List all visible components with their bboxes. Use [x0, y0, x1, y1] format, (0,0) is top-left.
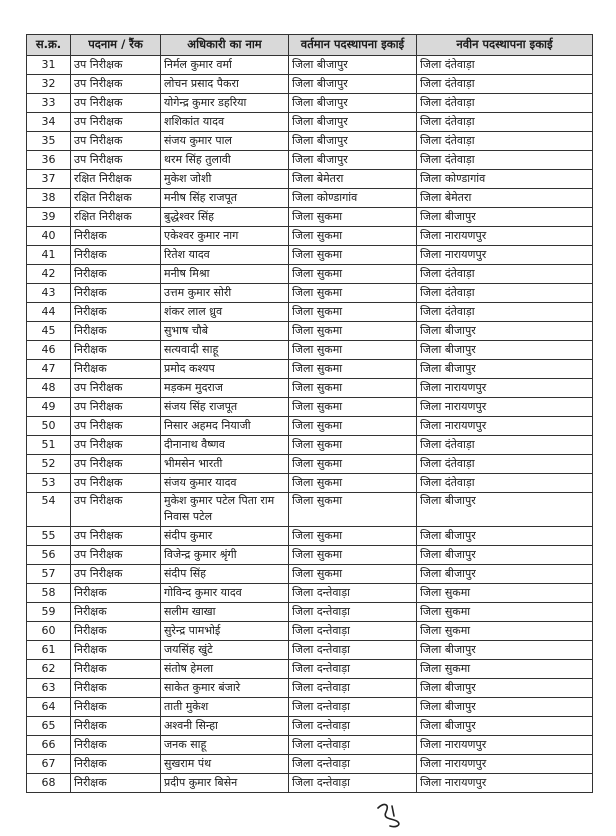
current-unit-cell: जिला सुकमा	[289, 303, 417, 322]
header-current-unit: वर्तमान पदस्थापना इकाई	[289, 35, 417, 56]
serial-cell: 38	[27, 189, 71, 208]
current-unit-cell: जिला सुकमा	[289, 546, 417, 565]
new-unit-cell: जिला दंतेवाड़ा	[417, 75, 593, 94]
rank-cell: उप निरीक्षक	[71, 132, 161, 151]
rank-cell: उप निरीक्षक	[71, 151, 161, 170]
rank-cell: निरीक्षक	[71, 736, 161, 755]
officer-name-cell: सुखराम पंथ	[161, 755, 289, 774]
serial-cell: 62	[27, 660, 71, 679]
serial-cell: 42	[27, 265, 71, 284]
table-row	[27, 436, 593, 455]
table-row	[27, 379, 593, 398]
rank-cell: उप निरीक्षक	[71, 436, 161, 455]
table-row	[27, 360, 593, 379]
serial-cell: 64	[27, 698, 71, 717]
header-rank: पदनाम / रैंक	[71, 35, 161, 56]
table-row	[27, 265, 593, 284]
table-row	[27, 227, 593, 246]
table-row	[27, 565, 593, 584]
rank-cell: उप निरीक्षक	[71, 565, 161, 584]
serial-cell: 48	[27, 379, 71, 398]
table-row	[27, 284, 593, 303]
table-row	[27, 455, 593, 474]
current-unit-cell: जिला दन्तेवाड़ा	[289, 679, 417, 698]
serial-cell: 58	[27, 584, 71, 603]
officer-name-cell: जनक साहू	[161, 736, 289, 755]
new-unit-cell: जिला दंतेवाड़ा	[417, 132, 593, 151]
rank-cell: निरीक्षक	[71, 360, 161, 379]
new-unit-cell: जिला नारायणपुर	[417, 417, 593, 436]
table-row	[27, 584, 593, 603]
rank-cell: निरीक्षक	[71, 227, 161, 246]
table-body	[27, 56, 593, 793]
table-row	[27, 208, 593, 227]
table-row	[27, 493, 593, 527]
current-unit-cell: जिला सुकमा	[289, 322, 417, 341]
officer-name-cell: विजेन्द्र कुमार श्रृंगी	[161, 546, 289, 565]
new-unit-cell: जिला बीजापुर	[417, 641, 593, 660]
rank-cell: उप निरीक्षक	[71, 398, 161, 417]
serial-cell: 31	[27, 56, 71, 75]
officer-name-cell: उत्तम कुमार सोरी	[161, 284, 289, 303]
new-unit-cell: जिला सुकमा	[417, 622, 593, 641]
table-header	[27, 35, 593, 56]
table-row	[27, 774, 593, 793]
new-unit-cell: जिला दंतेवाड़ा	[417, 56, 593, 75]
officer-name-cell: सुभाष चौबे	[161, 322, 289, 341]
new-unit-cell: जिला दंतेवाड़ा	[417, 284, 593, 303]
serial-cell: 44	[27, 303, 71, 322]
rank-cell: उप निरीक्षक	[71, 56, 161, 75]
rank-cell: रक्षित निरीक्षक	[71, 208, 161, 227]
serial-cell: 40	[27, 227, 71, 246]
new-unit-cell: जिला दंतेवाड़ा	[417, 455, 593, 474]
new-unit-cell: जिला बीजापुर	[417, 527, 593, 546]
officer-name-cell: निसार अहमद नियाजी	[161, 417, 289, 436]
rank-cell: निरीक्षक	[71, 622, 161, 641]
serial-cell: 66	[27, 736, 71, 755]
new-unit-cell: जिला बेमेतरा	[417, 189, 593, 208]
current-unit-cell: जिला दन्तेवाड़ा	[289, 755, 417, 774]
rank-cell: उप निरीक्षक	[71, 474, 161, 493]
serial-cell: 53	[27, 474, 71, 493]
rank-cell: निरीक्षक	[71, 584, 161, 603]
current-unit-cell: जिला सुकमा	[289, 527, 417, 546]
rank-cell: निरीक्षक	[71, 717, 161, 736]
table-row	[27, 322, 593, 341]
officer-name-cell: लोचन प्रसाद पैकरा	[161, 75, 289, 94]
table-row	[27, 246, 593, 265]
table-row	[27, 698, 593, 717]
rank-cell: निरीक्षक	[71, 303, 161, 322]
officer-name-cell: प्रदीप कुमार बिसेन	[161, 774, 289, 793]
transfer-list-table	[26, 34, 593, 793]
rank-cell: उप निरीक्षक	[71, 75, 161, 94]
officer-name-cell: सत्यवादी साहू	[161, 341, 289, 360]
serial-cell: 36	[27, 151, 71, 170]
rank-cell: निरीक्षक	[71, 265, 161, 284]
rank-cell: निरीक्षक	[71, 755, 161, 774]
rank-cell: उप निरीक्षक	[71, 417, 161, 436]
rank-cell: निरीक्षक	[71, 603, 161, 622]
table-row	[27, 679, 593, 698]
officer-name-cell: जयसिंह खुंटे	[161, 641, 289, 660]
current-unit-cell: जिला कोण्डागांव	[289, 189, 417, 208]
rank-cell: उप निरीक्षक	[71, 113, 161, 132]
new-unit-cell: जिला दंतेवाड़ा	[417, 113, 593, 132]
officer-name-cell: ताती मुकेश	[161, 698, 289, 717]
current-unit-cell: जिला सुकमा	[289, 398, 417, 417]
table-row	[27, 132, 593, 151]
table-row	[27, 546, 593, 565]
table-row	[27, 75, 593, 94]
current-unit-cell: जिला सुकमा	[289, 360, 417, 379]
new-unit-cell: जिला बीजापुर	[417, 679, 593, 698]
serial-cell: 49	[27, 398, 71, 417]
officer-name-cell: संदीप कुमार	[161, 527, 289, 546]
table-row	[27, 189, 593, 208]
officer-name-cell: निर्मल कुमार वर्मा	[161, 56, 289, 75]
rank-cell: निरीक्षक	[71, 774, 161, 793]
rank-cell: उप निरीक्षक	[71, 546, 161, 565]
table-row	[27, 755, 593, 774]
table-row	[27, 736, 593, 755]
rank-cell: उप निरीक्षक	[71, 455, 161, 474]
new-unit-cell: जिला सुकमा	[417, 603, 593, 622]
current-unit-cell: जिला सुकमा	[289, 474, 417, 493]
officer-name-cell: मनीष सिंह राजपूत	[161, 189, 289, 208]
current-unit-cell: जिला दन्तेवाड़ा	[289, 584, 417, 603]
current-unit-cell: जिला दन्तेवाड़ा	[289, 774, 417, 793]
table-row	[27, 170, 593, 189]
rank-cell: निरीक्षक	[71, 341, 161, 360]
current-unit-cell: जिला बीजापुर	[289, 94, 417, 113]
serial-cell: 67	[27, 755, 71, 774]
new-unit-cell: जिला नारायणपुर	[417, 774, 593, 793]
table-row	[27, 417, 593, 436]
serial-cell: 55	[27, 527, 71, 546]
current-unit-cell: जिला सुकमा	[289, 565, 417, 584]
current-unit-cell: जिला सुकमा	[289, 208, 417, 227]
rank-cell: निरीक्षक	[71, 679, 161, 698]
officer-name-cell: मड़कम मुदराज	[161, 379, 289, 398]
officer-name-cell: संजय सिंह राजपूत	[161, 398, 289, 417]
rank-cell: निरीक्षक	[71, 246, 161, 265]
serial-cell: 33	[27, 94, 71, 113]
new-unit-cell: जिला सुकमा	[417, 584, 593, 603]
rank-cell: निरीक्षक	[71, 660, 161, 679]
new-unit-cell: जिला बीजापुर	[417, 717, 593, 736]
officer-name-cell: मुकेश कुमार पटेल पिता राम निवास पटेल	[161, 493, 289, 527]
new-unit-cell: जिला दंतेवाड़ा	[417, 436, 593, 455]
table-row	[27, 94, 593, 113]
rank-cell: उप निरीक्षक	[71, 379, 161, 398]
header-row	[27, 35, 593, 56]
table-row	[27, 151, 593, 170]
officer-name-cell: भीमसेन भारती	[161, 455, 289, 474]
current-unit-cell: जिला बीजापुर	[289, 132, 417, 151]
rank-cell: रक्षित निरीक्षक	[71, 170, 161, 189]
new-unit-cell: जिला नारायणपुर	[417, 246, 593, 265]
table-row	[27, 717, 593, 736]
officer-name-cell: गोविन्द कुमार यादव	[161, 584, 289, 603]
table-row	[27, 303, 593, 322]
new-unit-cell: जिला बीजापुर	[417, 341, 593, 360]
current-unit-cell: जिला सुकमा	[289, 265, 417, 284]
officer-name-cell: शशिकांत यादव	[161, 113, 289, 132]
officer-name-cell: संजय कुमार यादव	[161, 474, 289, 493]
signature-mark	[372, 800, 408, 830]
officer-name-cell: मनीष मिश्रा	[161, 265, 289, 284]
officer-name-cell: सुरेन्द्र पामभोई	[161, 622, 289, 641]
officer-name-cell: साकेत कुमार बंजारे	[161, 679, 289, 698]
new-unit-cell: जिला कोण्डागांव	[417, 170, 593, 189]
current-unit-cell: जिला दन्तेवाड़ा	[289, 717, 417, 736]
table-row	[27, 341, 593, 360]
officer-name-cell: संतोष हेमला	[161, 660, 289, 679]
serial-cell: 43	[27, 284, 71, 303]
new-unit-cell: जिला बीजापुर	[417, 360, 593, 379]
new-unit-cell: जिला दंतेवाड़ा	[417, 303, 593, 322]
new-unit-cell: जिला नारायणपुर	[417, 379, 593, 398]
officer-name-cell: संजय कुमार पाल	[161, 132, 289, 151]
current-unit-cell: जिला सुकमा	[289, 455, 417, 474]
current-unit-cell: जिला दन्तेवाड़ा	[289, 660, 417, 679]
serial-cell: 56	[27, 546, 71, 565]
table-row	[27, 622, 593, 641]
serial-cell: 45	[27, 322, 71, 341]
rank-cell: उप निरीक्षक	[71, 94, 161, 113]
new-unit-cell: जिला बीजापुर	[417, 322, 593, 341]
serial-cell: 32	[27, 75, 71, 94]
officer-name-cell: योगेन्द्र कुमार डहरिया	[161, 94, 289, 113]
header-new-unit: नवीन पदस्थापना इकाई	[417, 35, 593, 56]
header-serial: स.क्र.	[27, 35, 71, 56]
serial-cell: 52	[27, 455, 71, 474]
serial-cell: 50	[27, 417, 71, 436]
new-unit-cell: जिला बीजापुर	[417, 493, 593, 527]
officer-name-cell: अश्वनी सिन्हा	[161, 717, 289, 736]
new-unit-cell: जिला नारायणपुर	[417, 398, 593, 417]
current-unit-cell: जिला सुकमा	[289, 436, 417, 455]
officer-name-cell: एकेश्वर कुमार नाग	[161, 227, 289, 246]
current-unit-cell: जिला बेमेतरा	[289, 170, 417, 189]
rank-cell: निरीक्षक	[71, 698, 161, 717]
current-unit-cell: जिला सुकमा	[289, 341, 417, 360]
new-unit-cell: जिला दंतेवाड़ा	[417, 474, 593, 493]
table-row	[27, 641, 593, 660]
header-officer-name: अधिकारी का नाम	[161, 35, 289, 56]
officer-name-cell: सलीम खाखा	[161, 603, 289, 622]
officer-name-cell: प्रमोद कश्यप	[161, 360, 289, 379]
current-unit-cell: जिला सुकमा	[289, 417, 417, 436]
current-unit-cell: जिला सुकमा	[289, 246, 417, 265]
current-unit-cell: जिला बीजापुर	[289, 151, 417, 170]
serial-cell: 61	[27, 641, 71, 660]
current-unit-cell: जिला बीजापुर	[289, 56, 417, 75]
serial-cell: 68	[27, 774, 71, 793]
officer-name-cell: बुद्धेश्वर सिंह	[161, 208, 289, 227]
officer-name-cell: मुकेश जोशी	[161, 170, 289, 189]
serial-cell: 46	[27, 341, 71, 360]
current-unit-cell: जिला बीजापुर	[289, 75, 417, 94]
rank-cell: निरीक्षक	[71, 284, 161, 303]
current-unit-cell: जिला दन्तेवाड़ा	[289, 698, 417, 717]
serial-cell: 41	[27, 246, 71, 265]
new-unit-cell: जिला नारायणपुर	[417, 736, 593, 755]
current-unit-cell: जिला सुकमा	[289, 493, 417, 527]
table-row	[27, 398, 593, 417]
new-unit-cell: जिला दंतेवाड़ा	[417, 151, 593, 170]
rank-cell: उप निरीक्षक	[71, 527, 161, 546]
current-unit-cell: जिला सुकमा	[289, 227, 417, 246]
serial-cell: 59	[27, 603, 71, 622]
new-unit-cell: जिला दंतेवाड़ा	[417, 94, 593, 113]
serial-cell: 57	[27, 565, 71, 584]
current-unit-cell: जिला दन्तेवाड़ा	[289, 622, 417, 641]
new-unit-cell: जिला सुकमा	[417, 660, 593, 679]
rank-cell: उप निरीक्षक	[71, 493, 161, 527]
table-row	[27, 113, 593, 132]
serial-cell: 60	[27, 622, 71, 641]
officer-name-cell: थरम सिंह तुलावी	[161, 151, 289, 170]
table-row	[27, 527, 593, 546]
new-unit-cell: जिला नारायणपुर	[417, 755, 593, 774]
rank-cell: निरीक्षक	[71, 322, 161, 341]
table-row	[27, 660, 593, 679]
serial-cell: 54	[27, 493, 71, 527]
serial-cell: 37	[27, 170, 71, 189]
rank-cell: रक्षित निरीक्षक	[71, 189, 161, 208]
new-unit-cell: जिला बीजापुर	[417, 546, 593, 565]
rank-cell: निरीक्षक	[71, 641, 161, 660]
table-row	[27, 474, 593, 493]
current-unit-cell: जिला दन्तेवाड़ा	[289, 736, 417, 755]
current-unit-cell: जिला सुकमा	[289, 284, 417, 303]
current-unit-cell: जिला दन्तेवाड़ा	[289, 641, 417, 660]
serial-cell: 51	[27, 436, 71, 455]
officer-name-cell: संदीप सिंह	[161, 565, 289, 584]
table-row	[27, 56, 593, 75]
current-unit-cell: जिला दन्तेवाड़ा	[289, 603, 417, 622]
new-unit-cell: जिला नारायणपुर	[417, 227, 593, 246]
officer-name-cell: शंकर लाल ध्रुव	[161, 303, 289, 322]
serial-cell: 39	[27, 208, 71, 227]
serial-cell: 35	[27, 132, 71, 151]
table-row	[27, 603, 593, 622]
new-unit-cell: जिला बीजापुर	[417, 698, 593, 717]
officer-name-cell: दीनानाथ वैष्णव	[161, 436, 289, 455]
current-unit-cell: जिला सुकमा	[289, 379, 417, 398]
new-unit-cell: जिला बीजापुर	[417, 565, 593, 584]
serial-cell: 34	[27, 113, 71, 132]
serial-cell: 63	[27, 679, 71, 698]
new-unit-cell: जिला बीजापुर	[417, 208, 593, 227]
new-unit-cell: जिला दंतेवाड़ा	[417, 265, 593, 284]
serial-cell: 47	[27, 360, 71, 379]
serial-cell: 65	[27, 717, 71, 736]
officer-name-cell: रितेश यादव	[161, 246, 289, 265]
current-unit-cell: जिला बीजापुर	[289, 113, 417, 132]
